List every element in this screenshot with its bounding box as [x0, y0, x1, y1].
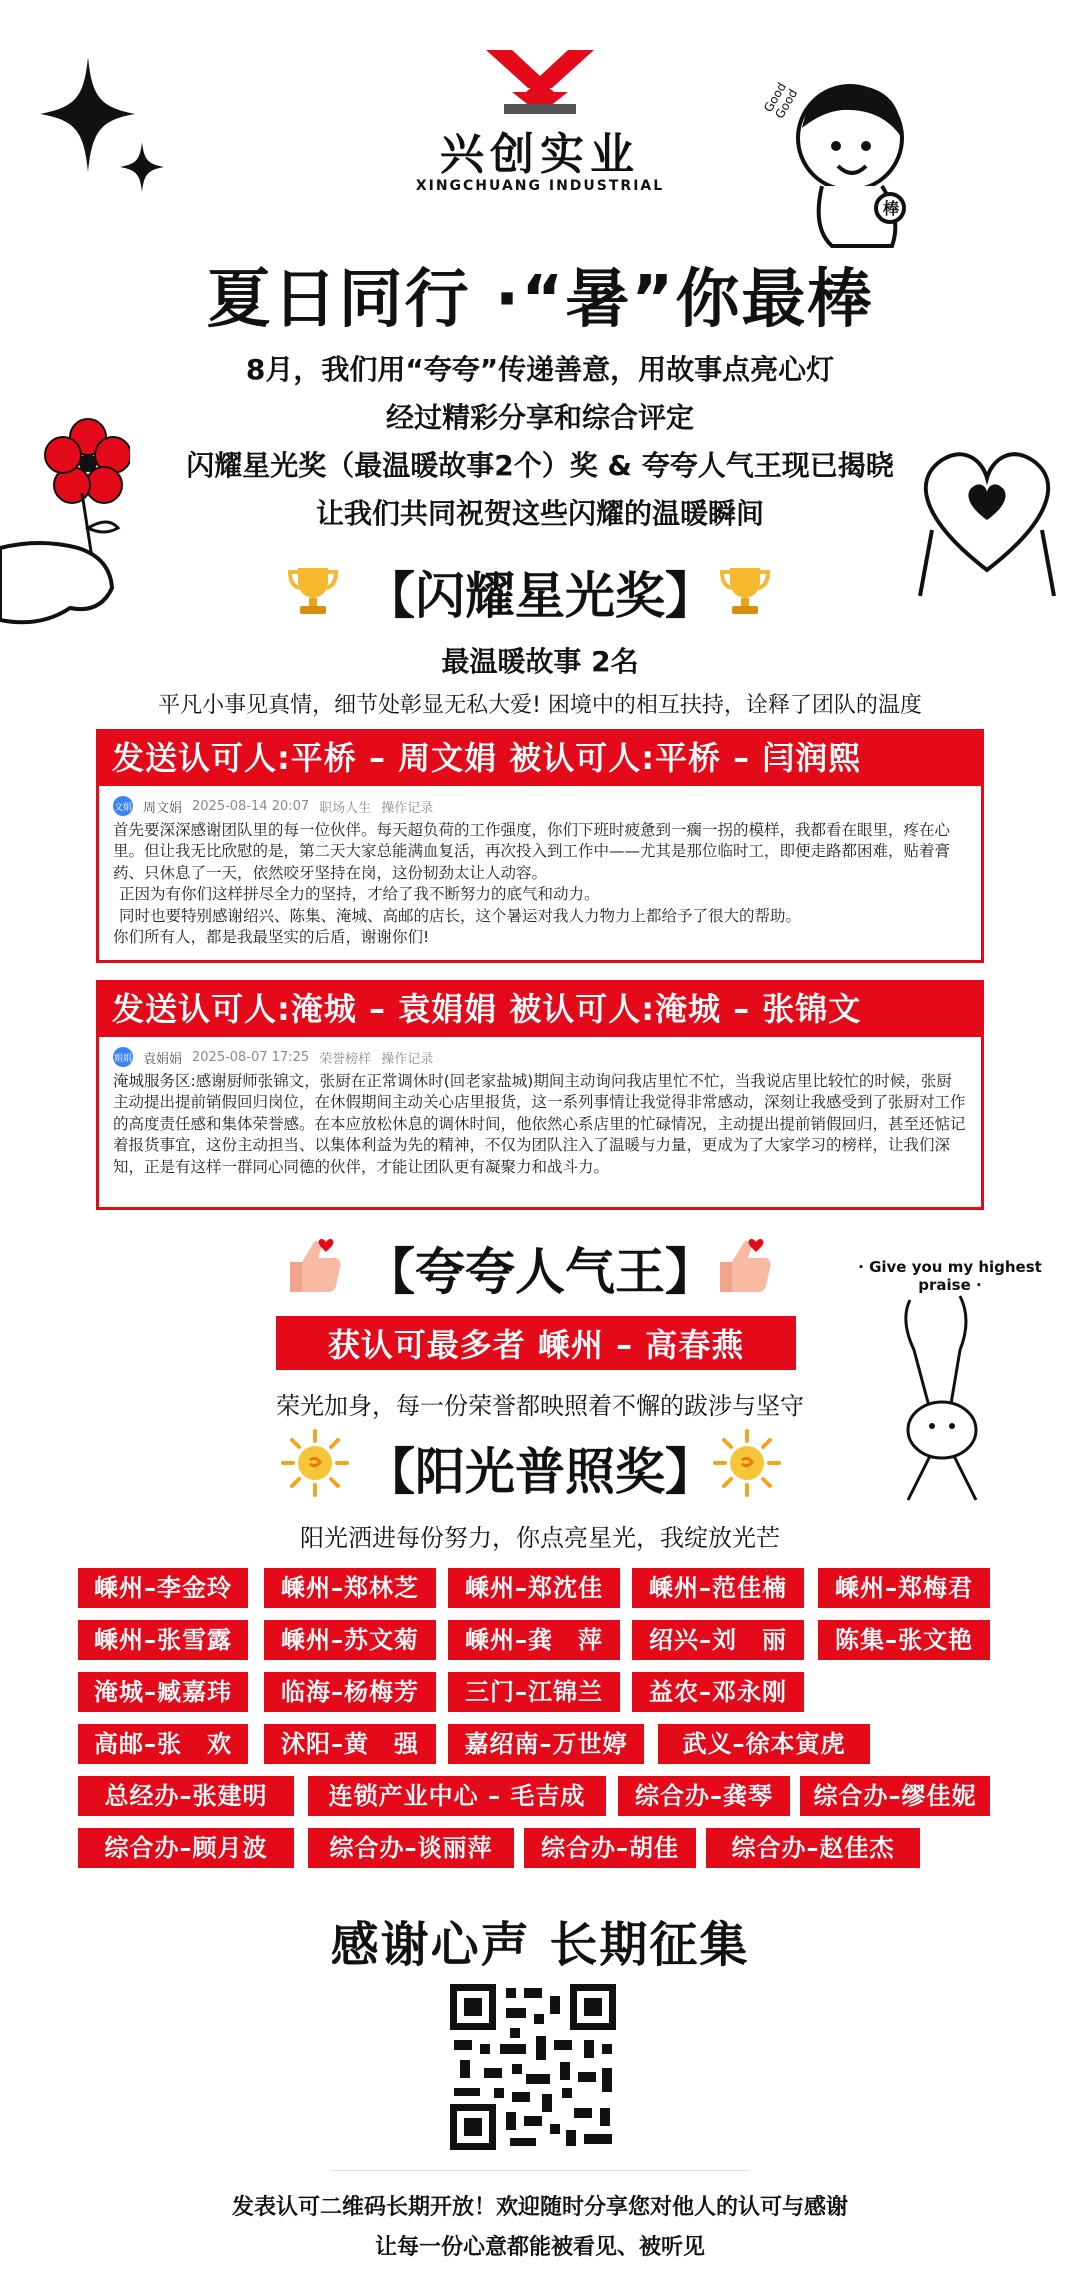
intro-line-4: 让我们共同祝贺这些闪耀的温暖瞬间: [315, 497, 764, 530]
name-tag: 淹城–臧嘉玮: [78, 1672, 248, 1712]
name-tag: 综合办–顾月波: [78, 1828, 294, 1868]
name-tag: 嵊州–苏文菊: [264, 1620, 436, 1660]
name-tag: 综合办–缪佳妮: [800, 1776, 990, 1816]
name-tag: 嵊州–李金玲: [78, 1568, 248, 1608]
award1-title: 【闪耀星光奖】: [365, 567, 715, 625]
intro-line-1: 8月，我们用“夸夸”传递善意，用故事点亮心灯: [245, 353, 835, 386]
name-tag: 三门–江锦兰: [448, 1672, 620, 1712]
name-tag: 嵊州–郑梅君: [818, 1568, 990, 1608]
intro-line-3: 闪耀星光奖（最温暖故事2个）奖 & 夸夸人气王现已揭晓: [186, 449, 894, 482]
post-paragraph: 同时也要特别感谢绍兴、陈集、淹城、高邮的店长，这个暑运对我人力物力上都给予了很大的帮助。: [119, 906, 802, 925]
post-author: 袁娟娟: [143, 1051, 183, 1067]
award2-desc: 荣光加身，每一份荣誉都映照着不懈的跋涉与坚守: [276, 1392, 804, 1420]
post-date: 2025-08-14 20:07: [192, 798, 310, 814]
award2-title: 【夸夸人气王】: [365, 1243, 715, 1301]
post-date: 2025-08-07 17:25: [192, 1049, 310, 1065]
name-tag: 沭阳–黄 强: [264, 1724, 436, 1764]
award1-subtitle: 最温暖故事 2名: [441, 645, 639, 678]
name-tag: 武义–徐本寅虎: [658, 1724, 870, 1764]
divider: [330, 2170, 750, 2171]
name-tag: 嵊州–郑沈佳: [448, 1568, 620, 1608]
name-tag: 连锁产业中心 – 毛吉成: [308, 1776, 606, 1816]
name-tag: 益农–邓永刚: [632, 1672, 804, 1712]
name-tag: 临海–杨梅芳: [264, 1672, 436, 1712]
name-tag: 高邮–张 欢: [78, 1724, 248, 1764]
name-tag: 综合办–谈丽萍: [308, 1828, 514, 1868]
intro-line-2: 经过精彩分享和综合评定: [385, 401, 694, 434]
praise-caption: · Give you my highest praise ·: [858, 1258, 1042, 1294]
brand-logo-icon: [478, 46, 602, 120]
story1-card: [96, 783, 984, 963]
name-tag: 嘉绍南–万世婷: [448, 1724, 644, 1764]
avatar: 文娟: [113, 796, 133, 816]
cartoon-script-text: Good Good: [761, 80, 801, 122]
post-category: 荣誉榜样: [319, 1051, 372, 1067]
name-tag: 综合办–胡佳: [524, 1828, 696, 1868]
post-action-link[interactable]: 操作记录: [381, 1051, 434, 1067]
name-tag: 陈集–张文艳: [818, 1620, 990, 1660]
qr-code[interactable]: [450, 1984, 616, 2150]
post-body: [99, 820, 981, 948]
award1-desc: 平凡小事见真情，细节处彰显无私大爱! 困境中的相互扶持，诠释了团队的温度: [158, 693, 922, 718]
footer-line-2: 让每一份心意都能被看见、被听见: [374, 2235, 705, 2260]
post-action-link[interactable]: 操作记录: [381, 800, 434, 816]
post-paragraph: 淹城服务区:感谢厨师张锦文，张厨在正常调休时(回老家盐城)期间主动询问我店里忙不忙，当我说店里比较忙的时候，张厨主动提出提前销假回归岗位，在休假期间主动关心店里报货，这一系列事情让我觉得非常感动，深刻让我感受到了张厨对工作的高度责任感和集体荣誉感。在本应放松休息的调休时间，他依然心系店里的忙碌情况，主动提出提前销假回归，甚至还惦记着报货事宜，这份主动担当、以集体利益为先的精神，不仅为团队注入了温暖与力量，更成为了大家学习的榜样，让我们深知，正是有这样一群同心同德的伙伴，才能让团队更有凝聚力和战斗力。: [113, 1072, 966, 1176]
award3-title: 【阳光普照奖】: [365, 1443, 715, 1501]
post-paragraph: 首先要深深感谢团队里的每一位伙伴。每天超负荷的工作强度，你们下班时疲惫到一瘸一拐的模样，我都看在眼里，疼在心里。但让我无比欣慰的是，第二天大家总能满血复活，再次投入到工作中——尤其是那位临时工，即便走路都困难，贴着膏药、只休息了一天，依然咬牙坚持在岗，这份韧劲太让人动容。: [113, 821, 951, 882]
avatar: 娟娟: [113, 1047, 133, 1067]
name-tag: 嵊州–张雪露: [78, 1620, 248, 1660]
praise-badge: 棒: [882, 199, 899, 218]
page-title: 夏日同行 ·“暑”你最棒: [206, 263, 874, 337]
name-tag: 绍兴–刘 丽: [632, 1620, 804, 1660]
name-tag: 嵊州–龚 萍: [448, 1620, 620, 1660]
story1-header: 发送认可人:平桥 – 周文娟 被认可人:平桥 – 闫润熙: [96, 729, 984, 783]
name-tag: 综合办–龚琴: [618, 1776, 790, 1816]
award3-desc: 阳光洒进每份努力，你点亮星光，我绽放光芒: [300, 1524, 780, 1552]
name-tag: 嵊州–郑林芝: [264, 1568, 436, 1608]
post-paragraph: 你们所有人，都是我最坚实的后盾，谢谢你们!: [113, 927, 430, 946]
brand-name: 兴创实业: [440, 129, 640, 180]
cartoon-girl-illustration: [762, 68, 922, 248]
footer-line-1: 发表认可二维码长期开放！欢迎随时分享您对他人的认可与感谢: [231, 2195, 848, 2220]
story2-header: 发送认可人:淹城 – 袁娟娟 被认可人:淹城 – 张锦文: [96, 980, 984, 1034]
brand-subtitle: XINGCHUANG INDUSTRIAL: [415, 178, 665, 194]
name-tag: 嵊州–范佳楠: [632, 1568, 804, 1608]
name-tag: 综合办–赵佳杰: [706, 1828, 920, 1868]
story2-card: [96, 1034, 984, 1210]
post-paragraph: 正因为有你们这样拼尽全力的坚持，才给了我不断努力的底气和动力。: [119, 885, 600, 904]
post-author: 周文娟: [143, 800, 183, 816]
post-body: [99, 1071, 981, 1178]
award2-winner: 获认可最多者 嵊州 – 高春燕: [276, 1316, 796, 1370]
post-category: 职场人生: [319, 800, 372, 816]
collect-title: 感谢心声 长期征集: [330, 1917, 750, 1973]
name-tag: 总经办–张建明: [78, 1776, 294, 1816]
